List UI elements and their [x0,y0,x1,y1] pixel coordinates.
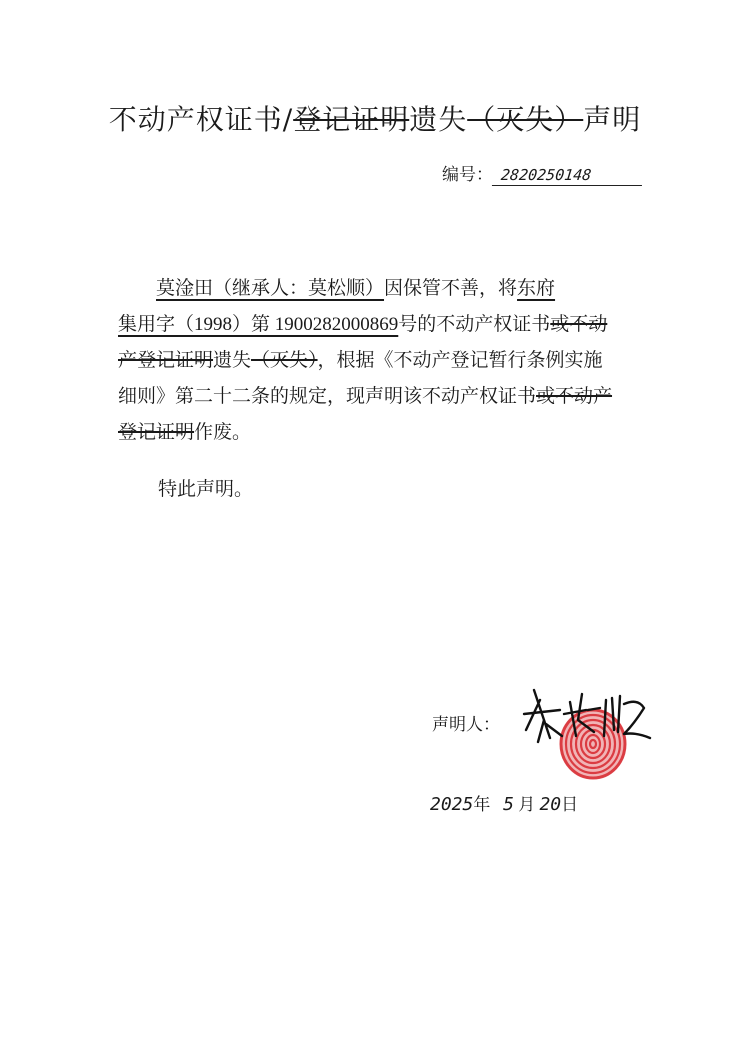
body-text: 因保管不善，将 [384,277,518,299]
body-text: 遗失 [213,349,252,371]
title-struck-registration: 登记证明 [293,103,410,136]
certificate-number: 集用字（1998）第 1900282000869 [118,314,399,335]
body-text: 细则》第二十二条的规定，现声明该不动产权证书 [118,385,537,407]
closing-statement: 特此声明。 [158,478,254,500]
date-year-unit: 年 [473,795,491,814]
body-struck-text: 登记证明 [118,421,195,443]
title-part2: 遗失 [409,103,468,136]
body-line-1 [118,270,638,306]
body-text: 作废。 [194,421,252,443]
body-struck-text: 或不动 [550,313,608,335]
title-part3: 声明 [583,103,642,136]
serial-label: 编号： [442,165,493,185]
body-line-3 [118,342,638,378]
declaration-body [118,270,638,450]
page-title [0,98,750,138]
declarant-label: 声明人： [432,715,500,735]
body-struck-text: （灭失） [251,349,318,371]
body-line-4 [118,378,638,414]
date-day-unit: 日 [561,795,579,814]
title-struck-destroyed: （灭失） [467,103,584,136]
title-part1: 不动产权证书/ [108,103,294,136]
declaration-date [430,790,578,815]
serial-number [442,160,643,186]
date-year: 2025 [430,794,474,815]
owner-name: 莫淦田（继承人：莫松顺） [156,277,385,299]
serial-value: 2820250148 [492,165,644,186]
body-struck-text: 产登记证明 [118,349,214,371]
body-text: 号的不动产权证书 [398,313,551,335]
body-struck-text: 或不动产 [536,385,613,407]
certificate-number-start: 东府 [517,277,556,299]
date-month: 5 [503,794,514,815]
body-text: ，根据《不动产登记暂行条例实施 [317,349,603,371]
date-day: 20 [539,794,562,815]
body-line-5 [118,414,638,450]
date-month-unit: 月 [518,795,536,814]
body-line-2 [118,306,638,342]
handwritten-signature [520,680,660,760]
signature-area [520,680,660,780]
